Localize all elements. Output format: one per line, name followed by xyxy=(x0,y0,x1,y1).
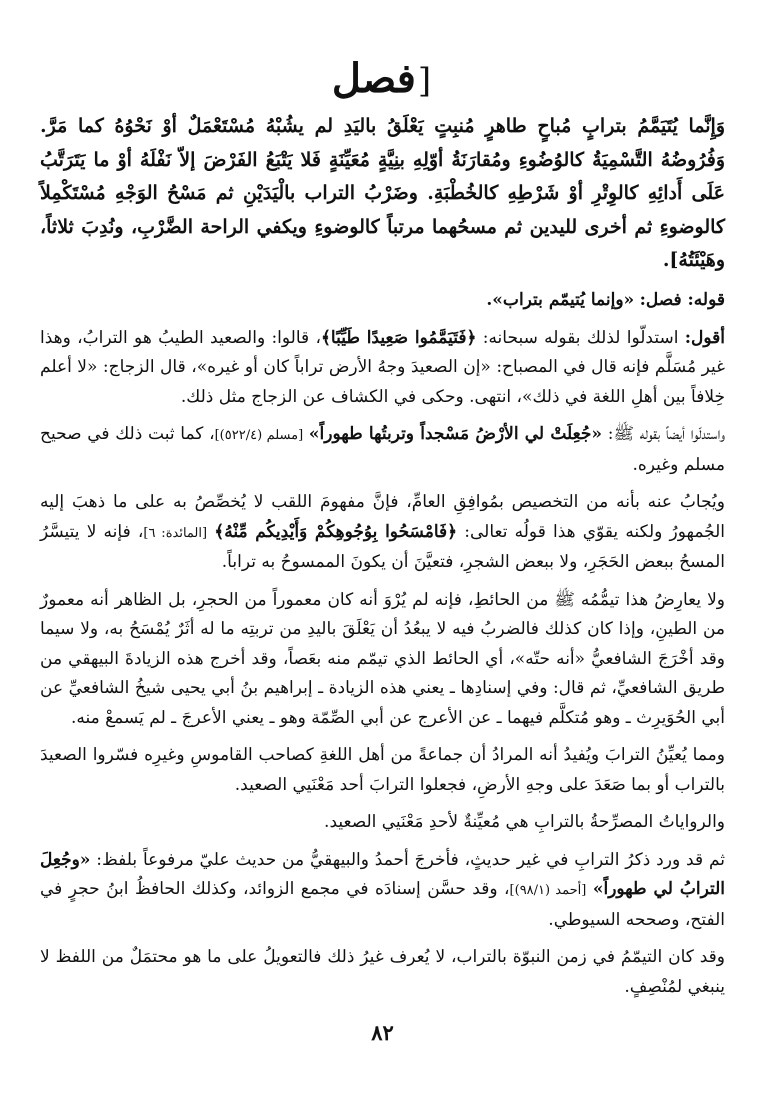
hadith-quote: «وجُعِلَ الترابُ لي طهوراً» xyxy=(40,849,726,899)
paragraph-8: ثم قد ورد ذكرُ الترابِ في غير حديثٍ، فأخرجَ أحمدُ والبيهقيُّ من حديث عليّ مرفوعاً بلفظ: «وجُعِلَ الترابُ لي طهوراً» [أحمد (٩٨/١)]، وقد حسَّن إسنادَه في مجمع الزوائد، وكذلك الحافظُ ابنُ حجرٍ في الفتح، وصححه السيوطي. xyxy=(40,849,726,930)
paragraph-7: والرواياتُ المصرِّحةُ بالترابِ هي مُعيِّنةٌ لأحدِ مَعْنَيي الصعيد. xyxy=(324,812,725,832)
paragraph-3: واستدلّوا أيضاً بقوله ﷺ: «جُعِلَتْ لي الأرْضُ مَسْجداً وتربتُها طهوراً» [مسلم (٥٢٢/٤)]، كما ثبت ذلك في صحيح مسلم وغيره. xyxy=(40,424,726,475)
quran-verse: ﴿فَامْسَحُوا بِوُجُوهِكُمْ وَأَيْدِيكُم مِّنْهُ﴾ xyxy=(214,521,458,542)
quran-verse: ﴿فَتَيَمَّمُوا صَعِيدًا طَيِّبًا﴾ xyxy=(320,327,477,348)
matn-text: وَإِنَّما يُتَيَمَّمُ بترابٍ مُباحٍ طاهرٍ مُنبِتٍ يَعْلَقُ باليَدِ لم يشُبْهُ مُسْتَعْمَلٌ أوْ نَحْوُهُ كما مَرَّ. وَفُرُوضُهُ التَّسْمِيَةُ كالوُضُوءِ ومُقارَنَةُ أوّلِهِ بنِيَّةٍ مُعَيِّنَةٍ فَلا يَتْبَعُ الفَرْضَ إلاّ نَفْلَهُ أوْ ما يَتَرَتَّبُ عَلَى أَدائِهِ كالوِتْرِ أوْ شَرْطِهِ كالخُطْبَةِ. وضَرْبُ التراب بالْيَدَيْنِ ثم مَسْحُ الوَجْهِ مُسْتَكْمِلاً كالوضوءِ ثم أخرى لليدين ثم مسحُهما مرتباً كالوضوءِ ويكفي الراحة الضَّرْبِ، ونُدِبَ ثلاثاً، وهَيْئَتُهُ]. xyxy=(40,115,725,271)
citation: [أحمد (٩٨/١)] xyxy=(509,883,587,898)
paragraph-5: ولا يعارِضُ هذا تيمُّمُه ﷺ من الحائطِ، فإنه لم يُرْوَ أنه كان معموراً من الحجرِ، بل الظاهر أنه معمورٌ من الطينِ، وإذا كان كذلك فالضربُ فيه لا يبعُدُ أن يَعْلَقَ باليدِ من تربتِه ما له أثَرٌ يُمْسَحُ به، ولا سيما وقد أخْرَجَ الشافعيُّ «أنه حتّه»، أي الحائط الذي تيمّم منه بعَصاً، وقد أخرج هذه الزيادةَ البيهقي من طريق الشافعيِّ، ثم قال: وفي إسنادِها ـ يعني هذه الزيادة ـ إبراهيم بنُ أبي يحيى شيخُ الشافعيِّ عن أبي الحُوَيرِث ـ وهو مُتكلَّم فيهما ـ عن الأعرج عن أبي الصِّمّة وهو ـ يعني الأعرجَ ـ لم يَسمعْ منه. xyxy=(40,589,725,728)
paragraph-6: ومما يُعيِّنُ الترابَ ويُفيدُ أنه المرادُ أن جماعةً من أهل اللغةِ كصاحب القاموسِ وغيرِه فسّروا الصعيدَ بالتراب أو بما صَعَدَ على وجهِ الأرضِ، فجعلوا الترابَ أحد مَعْنَيي الصعيد. xyxy=(40,745,725,795)
paragraph-2: أقول: استدلّوا لذلك بقوله سبحانه: ﴿فَتَيَمَّمُوا صَعِيدًا طَيِّبًا﴾، قالوا: والصعيد الطيبُ هو الترابُ، وهذا غير مُسَلَّم فإنه قال في المصباح: «إن الصعيدَ وجهُ الأرض تراباً كان أو غيره»، قال الزجاج: «لا أعلم خِلافاً بين أهلِ اللغة في ذلك»، انتهى. وحكى في الكشاف عن الزجاج مثل ذلك. xyxy=(40,327,726,407)
citation: [مسلم (٥٢٢/٤)] xyxy=(214,428,304,443)
paragraph-4: ويُجابُ عنه بأنه من التخصيص بمُوافِقِ العامِّ، فإنَّ مفهومَ اللقب لا يُخصِّصُ به على ما ذهبَ إليه الجُمهورُ ولكنه يقوّي هذا قولُه تعالى: ﴿فَامْسَحُوا بِوُجُوهِكُمْ وَأَيْدِيكُم مِّنْهُ﴾ [المائدة: ٦]، فإنه لا يتيسَّرُ المسحُ ببعض الحَجَرِ، ولا ببعض الشجرِ، فتعيَّنَ أن يكونَ الممسوحُ به تراباً. xyxy=(40,492,726,572)
paragraph-9: وقد كان التيمّمُ في زمن النبوّة بالتراب، لا يُعرف غيرُ ذلك فالتعويلُ على ما هو محتمَلٌ من اللفظ لا ينبغي لمُنْصِفٍ. xyxy=(40,947,726,997)
hadith-quote: «جُعِلَتْ لي الأرْضُ مَسْجداً وتربتُها طهوراً» xyxy=(308,424,602,444)
heading-title: فصل xyxy=(331,55,416,102)
citation: [المائدة: ٦] xyxy=(143,525,208,541)
commentary xyxy=(40,286,725,1010)
page-number: ٨٢ xyxy=(371,1020,394,1045)
section-heading xyxy=(0,54,765,106)
heading-bracket: [ xyxy=(417,61,432,101)
paragraph-1: قوله: فصل: «وإنما يُتيمّم بتراب». xyxy=(486,290,725,310)
